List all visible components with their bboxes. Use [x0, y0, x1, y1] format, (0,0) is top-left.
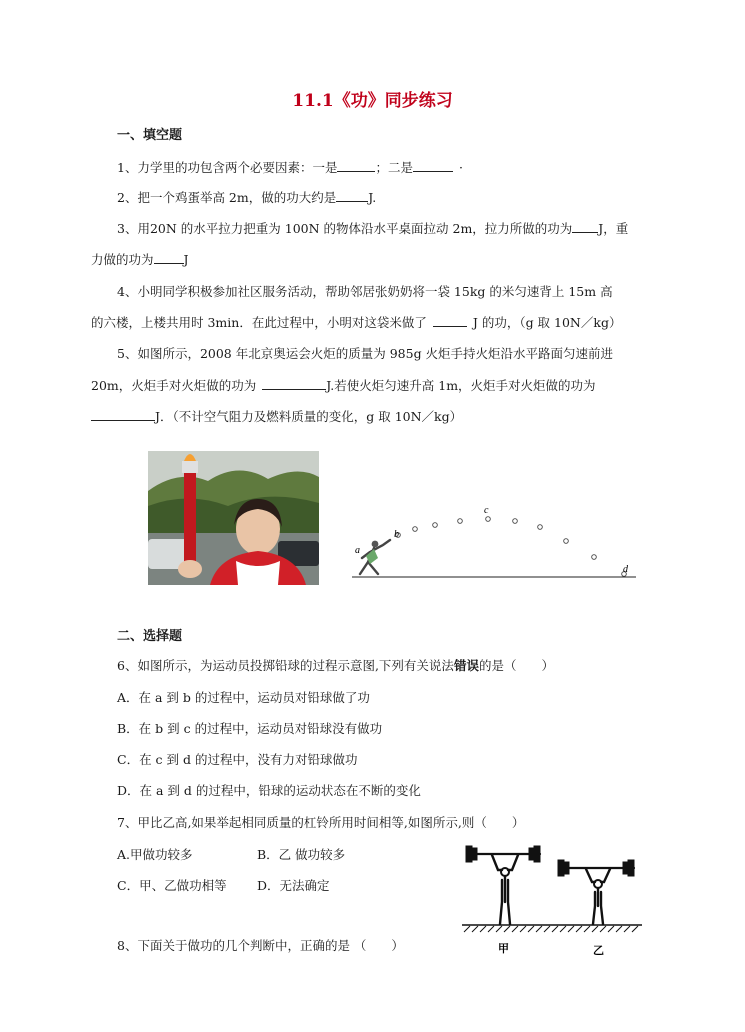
q7-option-c[interactable]: C．甲、乙做功相等	[117, 878, 227, 893]
q2-text-a: 2、把一个鸡蛋举高 2m，做的功大约是	[117, 190, 337, 205]
question-7-stem: 7、甲比乙高,如果举起相同质量的杠铃所用时间相等,如图所示,则（ ）	[117, 815, 525, 830]
q7-option-d[interactable]: D．无法确定	[257, 878, 330, 893]
q7-option-a[interactable]: A.甲做功较多	[117, 847, 193, 862]
question-8-stem: 8、下面关于做功的几个判断中，正确的是 （ ）	[117, 938, 404, 953]
section-heading-choice: 二、选择题	[117, 629, 183, 644]
q4-text-c: J 的功，（g 取 10N／kg）	[472, 315, 622, 330]
q6-option-c[interactable]: C．在 c 到 d 的过程中，没有力对铅球做功	[117, 752, 358, 767]
q1-text-c: ·	[458, 160, 463, 175]
q6-option-d[interactable]: D．在 a 到 d 的过程中，铅球的运动状态在不断的变化	[117, 783, 421, 798]
question-4-line-2	[91, 313, 621, 331]
lifter-jia	[462, 846, 642, 925]
shot-put-diagram	[340, 500, 640, 585]
q1-blank-2[interactable]	[413, 160, 453, 172]
torch-bearer-photo	[148, 451, 319, 585]
q5-blank-2[interactable]	[91, 409, 155, 421]
question-5-line-3	[91, 407, 462, 425]
page-title: 11.1《功》同步练习	[292, 91, 453, 111]
q3-text-d: J	[183, 252, 189, 267]
q5-text-c: J.若使火炬匀速升高 1m，火炬手对火炬做的功为	[326, 378, 596, 393]
q3-text-b: J，重	[598, 221, 629, 236]
point-a-label: a	[355, 545, 360, 556]
q3-blank-1[interactable]	[572, 221, 598, 233]
point-d-label: d	[623, 564, 628, 575]
q6-option-a[interactable]: A．在 a 到 b 的过程中，运动员对铅球做了功	[117, 690, 370, 705]
weightlifters-diagram	[462, 840, 642, 960]
q2-text-b: J.	[368, 190, 377, 205]
q5-blank-1[interactable]	[262, 378, 326, 390]
q5-text-d: J．（不计空气阻力及燃料质量的变化，g 取 10N／kg）	[155, 409, 463, 424]
label-jia: 甲	[498, 942, 509, 955]
q2-blank[interactable]	[336, 190, 368, 202]
question-5-line-1: 5、如图所示，2008 年北京奥运会火炬的质量为 985g 火炬手持火炬沿水平路面匀速前进	[117, 346, 614, 361]
question-1	[117, 158, 463, 176]
point-b-label: b	[394, 529, 399, 540]
point-c-label: c	[484, 505, 489, 516]
q3-text-c: 力做的功为	[91, 252, 154, 267]
question-5-line-2	[91, 376, 596, 394]
q7-option-b[interactable]: B．乙 做功较多	[257, 847, 346, 862]
q3-text-a: 3、用20N 的水平拉力把重为 100N 的物体沿水平桌面拉动 2m，拉力所做的功为	[117, 221, 573, 236]
q3-blank-2[interactable]	[154, 252, 184, 264]
q1-blank-1[interactable]	[337, 160, 375, 172]
question-2	[117, 188, 376, 206]
q1-text-a: 1、力学里的功包含两个必要因素：一是	[117, 160, 338, 175]
question-3-line-1	[117, 219, 628, 237]
question-4-line-1: 4、小明同学积极参加社区服务活动，帮助邻居张奶奶将一袋 15kg 的米匀速背上 15m 高	[117, 284, 613, 299]
q6-stem-b: 的是（ ）	[478, 658, 554, 673]
athlete-figure	[360, 540, 390, 574]
q5-text-b: 20m，火炬手对火炬做的功为	[91, 378, 257, 393]
question-3-line-2	[91, 250, 189, 268]
q4-text-b: 的六楼，上楼共用时 3min．在此过程中，小明对这袋米做了	[91, 315, 427, 330]
section-heading-fill: 一、填空题	[117, 128, 183, 143]
q1-text-b: ；二是	[375, 160, 413, 175]
q4-blank[interactable]	[433, 315, 467, 327]
label-yi: 乙	[593, 944, 604, 957]
q6-stem-a: 6、如图所示，为运动员投掷铅球的过程示意图,下列有关说法	[117, 658, 454, 673]
question-6-stem	[117, 656, 554, 674]
q6-stem-emphasis: 错误	[453, 658, 479, 673]
q6-option-b[interactable]: B．在 b 到 c 的过程中，运动员对铅球没有做功	[117, 721, 383, 736]
lifter-yi	[558, 860, 634, 924]
